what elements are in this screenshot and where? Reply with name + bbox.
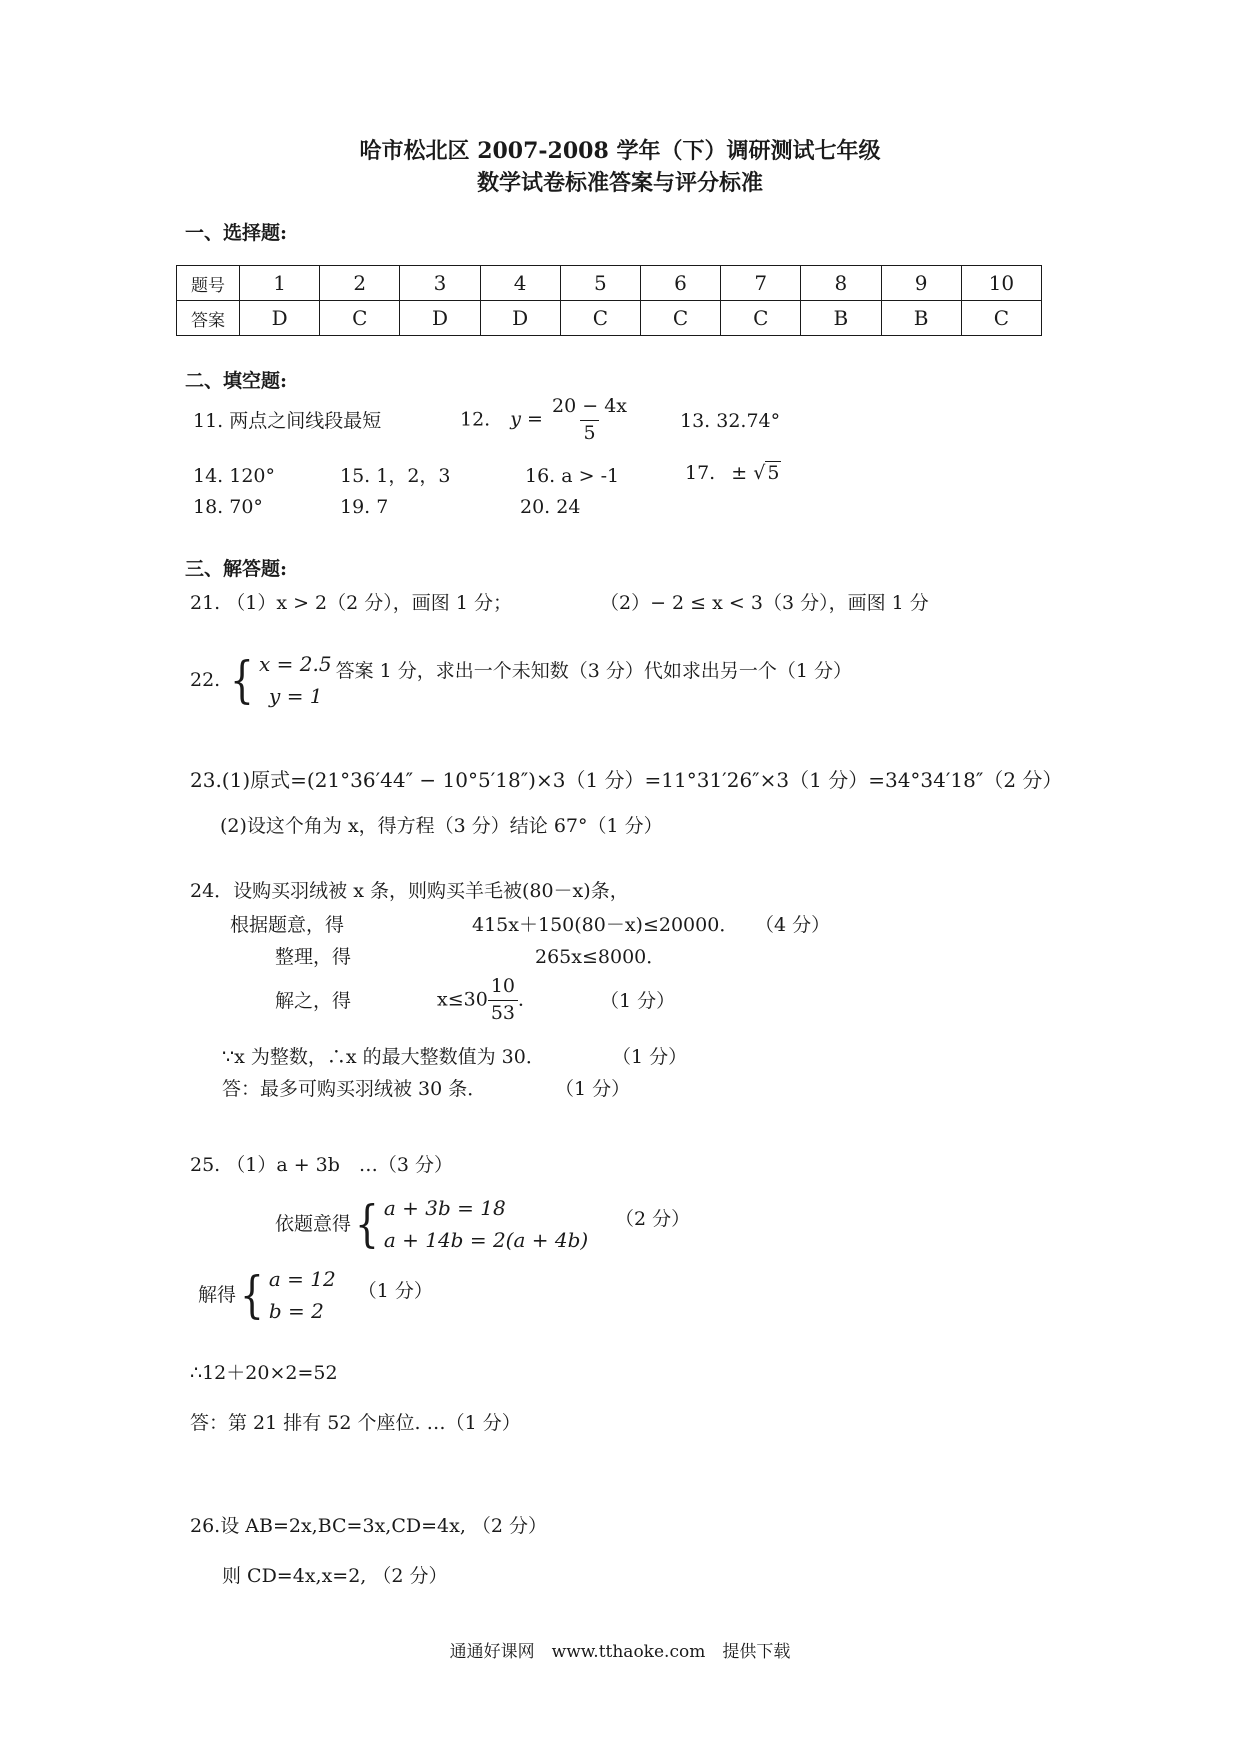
fraction xyxy=(488,976,518,1025)
answer-24-line-2-label: 根据题意，得 xyxy=(230,914,345,936)
answer-17-label: 17. xyxy=(685,462,716,484)
fraction-denominator: 53 xyxy=(488,1000,518,1025)
section-3-heading: 三、解答题: xyxy=(185,558,288,580)
footer-credit: 通通好课网 www.tthaoke.com 提供下载 xyxy=(449,1642,791,1662)
answer-23-part-1: 23.(1)原式=(21°36′44″ − 10°5′18″)×3（1 分）=11°31′26″×3（1 分）=34°34′18″（2 分） xyxy=(190,768,1063,792)
table-cell: D xyxy=(240,301,320,336)
answer-25-line-2-label: 依题意得 xyxy=(275,1212,352,1235)
answer-17 xyxy=(685,462,781,485)
table-cell: 5 xyxy=(560,266,640,301)
answer-26-line-1: 26.设 AB=2x,BC=3x,CD=4x, （2 分） xyxy=(190,1515,548,1537)
table-cell: C xyxy=(320,301,400,336)
answer-table xyxy=(176,265,1042,336)
equation-list xyxy=(269,1263,336,1327)
brace: { xyxy=(239,1266,264,1324)
title-line-1: 哈市松北区 2007-2008 学年（下）调研测试七年级 xyxy=(359,138,881,164)
table-cell: 1 xyxy=(240,266,320,301)
table-cell: 3 xyxy=(400,266,480,301)
table-cell: 10 xyxy=(961,266,1041,301)
fraction xyxy=(549,396,630,445)
answer-24-line-3-label: 整理，得 xyxy=(275,946,352,968)
table-cell: 7 xyxy=(721,266,801,301)
brace: { xyxy=(354,1195,379,1253)
answer-11: 11. 两点之间线段最短 xyxy=(193,410,382,432)
section-1-heading: 一、选择题: xyxy=(185,222,288,244)
answer-20: 20. 24 xyxy=(520,496,581,518)
table-cell: 4 xyxy=(480,266,560,301)
answer-12-label: 12. xyxy=(460,408,491,431)
table-cell: 9 xyxy=(881,266,961,301)
equation-system xyxy=(226,648,331,712)
title-line-2: 数学试卷标准答案与评分标准 xyxy=(476,170,763,196)
answer-24-line-4-equation xyxy=(437,976,537,1025)
answer-25-line-1: 25. （1）a + 3b …（3 分） xyxy=(190,1154,454,1176)
answer-23-part-2: (2)设这个角为 x，得方程（3 分）结论 67°（1 分） xyxy=(220,815,663,837)
answer-12 xyxy=(460,396,630,445)
answer-25-line-2-score: （2 分） xyxy=(615,1208,691,1230)
table-cell-label: 答案 xyxy=(177,301,240,336)
table-cell: C xyxy=(961,301,1041,336)
equation: a + 14b = 2(a + 4b) xyxy=(383,1228,589,1252)
equation: a + 3b = 18 xyxy=(383,1196,506,1220)
answer-14: 14. 120° xyxy=(193,465,276,487)
table-cell: C xyxy=(560,301,640,336)
table-cell-label: 题号 xyxy=(177,266,240,301)
answer-24-line-2-equation: 415x＋150(80－x)≤20000． xyxy=(472,914,739,936)
equation: b = 2 xyxy=(268,1299,324,1323)
answer-13: 13. 32.74° xyxy=(680,410,781,432)
answer-25-system-2 xyxy=(198,1263,433,1327)
answer-24-line-5-score: （1 分） xyxy=(612,1046,688,1068)
answer-24-line-4-score: （1 分） xyxy=(600,990,676,1012)
answer-15: 15. 1，2，3 xyxy=(340,465,451,487)
table-cell: 2 xyxy=(320,266,400,301)
fraction-denominator: 5 xyxy=(580,420,598,445)
answer-26-line-2: 则 CD=4x,x=2, （2 分） xyxy=(222,1565,448,1587)
table-cell: C xyxy=(721,301,801,336)
equation-list xyxy=(259,648,332,712)
answer-21-part-1: 21. （1）x > 2（2 分），画图 1 分； xyxy=(190,592,512,614)
answer-19: 19. 7 xyxy=(340,496,389,518)
equation-list xyxy=(384,1192,588,1256)
answer-24-line-3-equation: 265x≤8000． xyxy=(535,946,666,968)
answer-21-part-2: （2）− 2 ≤ x < 3（3 分），画图 1 分 xyxy=(600,592,929,614)
answer-24-line-5: ∵x 为整数，∴x 的最大整数值为 30． xyxy=(222,1046,545,1068)
inequality-suffix: ． xyxy=(518,988,538,1011)
radicand: 5 xyxy=(767,462,780,484)
table-row-answers xyxy=(177,301,1042,336)
answer-24-line-6: 答：最多可购买羽绒被 30 条． xyxy=(222,1078,487,1100)
answer-25-line-3-label: 解得 xyxy=(198,1283,237,1306)
equation: a = 12 xyxy=(268,1267,336,1291)
section-2-heading: 二、填空题: xyxy=(185,370,288,392)
equation-system xyxy=(236,1263,336,1327)
table-cell: 6 xyxy=(640,266,720,301)
table-cell: B xyxy=(801,301,881,336)
table-row-numbers xyxy=(177,266,1042,301)
answer-25-line-4: ∴12＋20×2=52 xyxy=(190,1362,338,1384)
equation: y = 1 xyxy=(269,684,323,708)
answer-24-line-2-score: （4 分） xyxy=(755,914,831,936)
answer-18: 18. 70° xyxy=(193,496,263,518)
answer-22-label: 22. xyxy=(190,668,221,691)
fraction-numerator: 10 xyxy=(490,975,515,997)
plus-minus-sign: ± xyxy=(731,462,748,484)
answer-22-text: 答案 1 分，求出一个未知数（3 分）代如求出另一个（1 分） xyxy=(335,659,853,682)
radical-sign: √ xyxy=(753,462,766,484)
table-cell: C xyxy=(640,301,720,336)
equation: x = 2.5 xyxy=(259,652,332,676)
answer-24-line-4-label: 解之，得 xyxy=(275,990,352,1012)
answer-22 xyxy=(190,648,852,712)
table-cell: D xyxy=(400,301,480,336)
answer-25-system-1 xyxy=(275,1192,588,1256)
brace: { xyxy=(230,651,255,709)
inequality-prefix: x≤30 xyxy=(437,988,488,1011)
square-root xyxy=(753,461,781,484)
equation-system xyxy=(351,1192,588,1256)
answer-16: 16. a > -1 xyxy=(525,465,620,487)
table-cell: 8 xyxy=(801,266,881,301)
answer-24-line-6-score: （1 分） xyxy=(555,1078,631,1100)
table-cell: B xyxy=(881,301,961,336)
fraction-numerator: 20 − 4x xyxy=(552,395,627,417)
answer-25-line-5: 答：第 21 排有 52 个座位. …（1 分） xyxy=(190,1412,521,1434)
answer-12-lhs: y = xyxy=(510,408,543,431)
table-cell: D xyxy=(480,301,560,336)
answer-25-line-3-score: （1 分） xyxy=(357,1279,433,1302)
answer-24-line-1: 24．设购买羽绒被 x 条，则购买羊毛被(80－x)条， xyxy=(190,880,629,902)
